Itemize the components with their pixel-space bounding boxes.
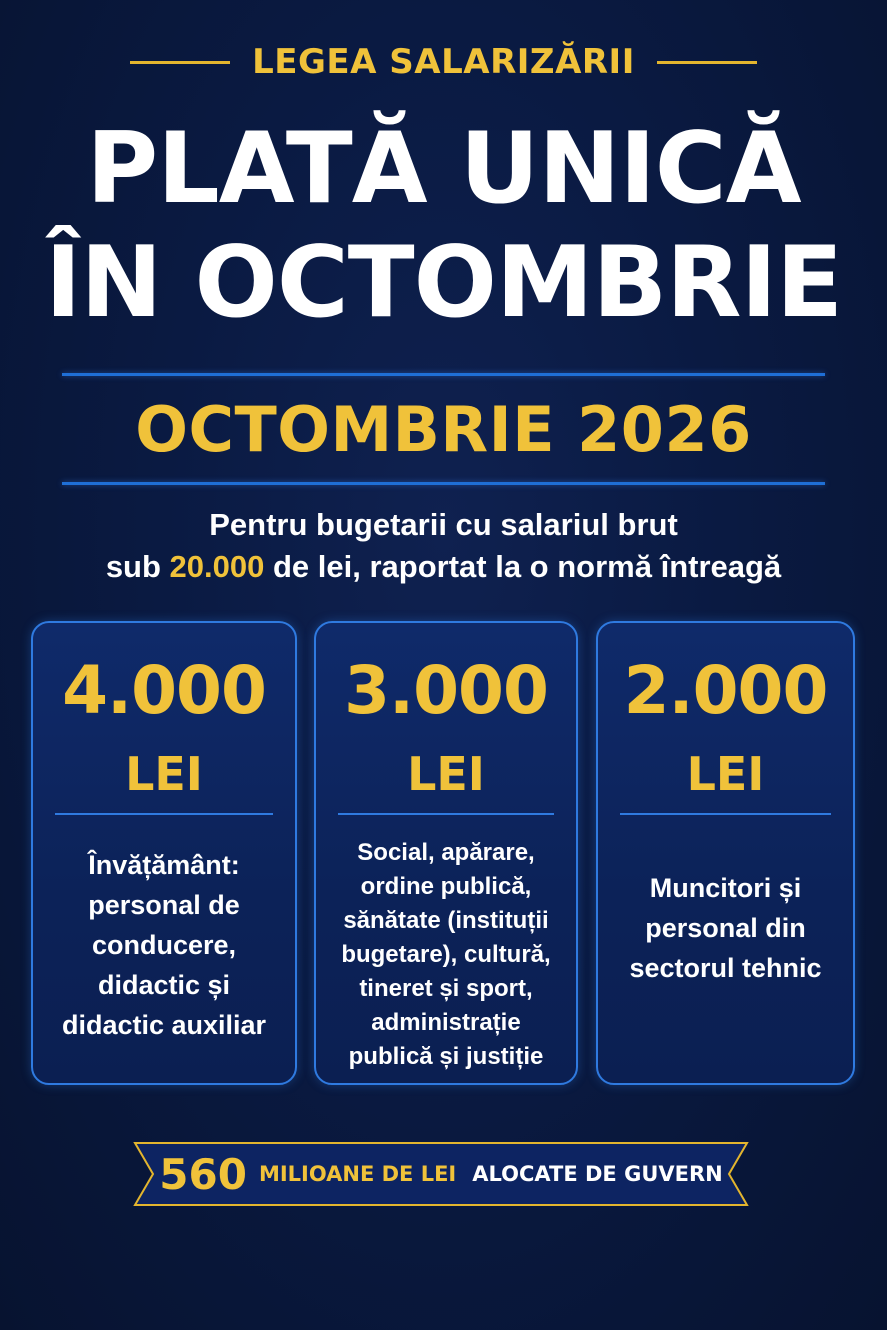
- payment-card-public-sectors: [314, 621, 578, 1085]
- eligibility-text: [0, 504, 887, 588]
- description-line: personal de: [88, 890, 240, 920]
- budget-banner: [133, 1141, 749, 1207]
- description-line: didactic și: [97, 970, 231, 1000]
- description-line: publică și justiție: [348, 1043, 544, 1070]
- description-line: administrație: [371, 1009, 521, 1036]
- payment-amount: 3.000: [344, 652, 548, 729]
- payment-description: [41, 845, 287, 1045]
- budget-amount: 560: [159, 1149, 247, 1199]
- payment-currency: LEI: [686, 747, 765, 801]
- description-line: Învățământ:: [88, 850, 240, 880]
- kicker-row: [0, 34, 887, 90]
- eligibility-suffix: de lei, raportat la o normă întreagă: [264, 549, 782, 584]
- banner-text: [133, 1141, 749, 1207]
- divider-top: [62, 373, 825, 376]
- description-line: conducere,: [91, 930, 237, 960]
- salary-threshold: 20.000: [169, 549, 265, 584]
- payment-amount: 2.000: [623, 652, 828, 729]
- payment-description: [324, 836, 568, 1074]
- description-line: bugetare), cultură,: [341, 941, 551, 968]
- payment-card-workers: [596, 621, 855, 1085]
- card-divider: [55, 813, 273, 815]
- payment-card-education: [31, 621, 297, 1085]
- description-line: tineret și sport,: [359, 975, 533, 1002]
- date-heading: OCTOMBRIE 2026: [135, 393, 752, 466]
- kicker-title: LEGEA SALARIZĂRII: [252, 42, 635, 82]
- payment-currency: LEI: [125, 747, 203, 801]
- budget-unit: MILIOANE DE LEI: [258, 1162, 457, 1186]
- eligibility-prefix: sub: [105, 549, 170, 584]
- kicker-line-left: [130, 61, 230, 64]
- payment-amount: 4.000: [62, 652, 266, 729]
- description-line: Muncitori și: [649, 873, 802, 903]
- card-divider: [620, 813, 831, 815]
- payment-currency: LEI: [407, 747, 485, 801]
- eligibility-line-2: [0, 546, 887, 588]
- description-line: Social, apărare,: [357, 839, 535, 866]
- kicker-line-right: [657, 61, 757, 64]
- divider-bottom: [62, 482, 825, 485]
- headline: [0, 112, 887, 340]
- payment-description: [606, 868, 845, 988]
- eligibility-line-1: Pentru bugetarii cu salariul brut: [209, 507, 678, 542]
- description-line: didactic auxiliar: [61, 1010, 267, 1040]
- description-line: personal din: [645, 913, 806, 943]
- description-line: sectorul tehnic: [629, 953, 822, 983]
- headline-line-2: ÎN OCTOMBRIE: [44, 226, 843, 340]
- description-line: sănătate (instituții: [343, 907, 549, 934]
- headline-line-1: PLATĂ UNICĂ: [86, 112, 801, 226]
- description-line: ordine publică,: [360, 873, 532, 900]
- card-divider: [338, 813, 554, 815]
- budget-suffix: ALOCATE DE GUVERN: [472, 1162, 723, 1186]
